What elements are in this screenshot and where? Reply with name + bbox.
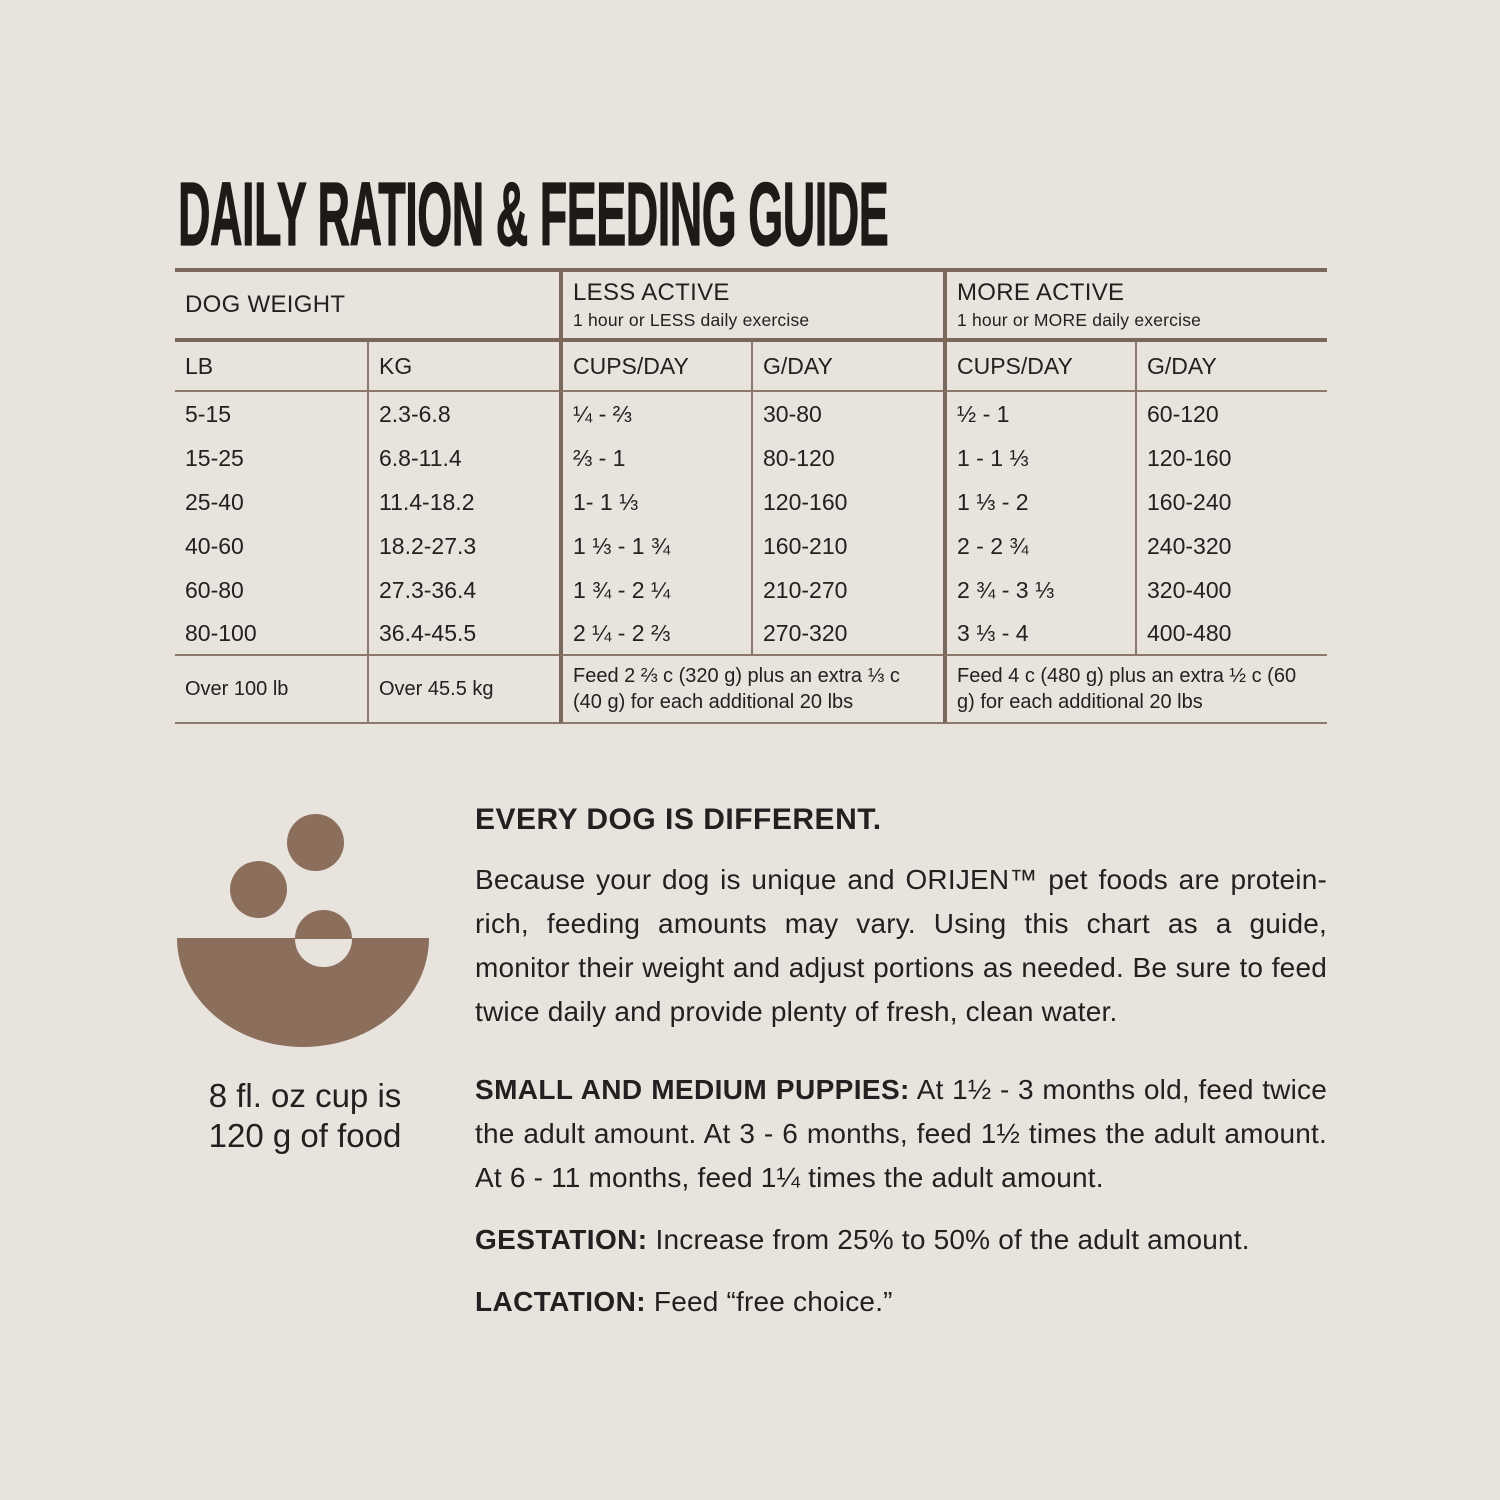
kibble-dot-icon bbox=[287, 814, 344, 871]
puppies-label: SMALL AND MEDIUM PUPPIES: bbox=[475, 1074, 910, 1105]
table-cell: 60-80 bbox=[185, 576, 244, 603]
table-cell: 80-100 bbox=[175, 612, 367, 656]
table-cell: 2 ¾ - 3 ⅓ bbox=[943, 568, 1135, 612]
gestation-label: GESTATION: bbox=[475, 1224, 648, 1255]
table-cell: 11.4-18.2 bbox=[367, 480, 559, 524]
table-cell: 27.3-36.4 bbox=[367, 568, 559, 612]
table-cell: 160-240 bbox=[1135, 480, 1327, 524]
table-group-less-active bbox=[559, 272, 943, 342]
group-label-more-active: MORE ACTIVE bbox=[957, 279, 1125, 306]
column-header-g-more: G/DAY bbox=[1135, 342, 1327, 392]
footer-cell-over-kg: Over 45.5 kg bbox=[367, 656, 559, 724]
table-cell: 2 ¼ - 2 ⅔ bbox=[559, 612, 751, 656]
table-cell: 120-160 bbox=[751, 480, 943, 524]
column-header-g-less: G/DAY bbox=[751, 342, 943, 392]
group-label-less-active: LESS ACTIVE bbox=[573, 279, 730, 306]
table-cell: 3 ⅓ - 4 bbox=[943, 612, 1135, 656]
table-cell: 80-120 bbox=[751, 436, 943, 480]
column-header-kg: KG bbox=[367, 342, 559, 392]
column-header-cups-more: CUPS/DAY bbox=[943, 342, 1135, 392]
table-cell: 1 ⅓ - 1 ¾ bbox=[559, 524, 751, 568]
info-heading: EVERY DOG IS DIFFERENT. bbox=[475, 803, 882, 836]
column-header-cups-less: CUPS/DAY bbox=[559, 342, 751, 392]
group-sublabel-less-active: 1 hour or LESS daily exercise bbox=[573, 310, 810, 330]
table-cell: ½ - 1 bbox=[943, 392, 1135, 436]
table-cell: 60-120 bbox=[1135, 392, 1327, 436]
table-cell: 400-480 bbox=[1135, 612, 1327, 656]
footer-cell-less-active-note: Feed 2 ⅔ c (320 g) plus an extra ⅓ c (40 g) for each additional 20 lbs bbox=[559, 656, 943, 724]
table-cell: 30-80 bbox=[751, 392, 943, 436]
table-cell: 210-270 bbox=[751, 568, 943, 612]
table-cell: 320-400 bbox=[1135, 568, 1327, 612]
table-cell: 25-40 bbox=[185, 488, 244, 515]
table-cell: 15-25 bbox=[185, 444, 244, 471]
table-cell: 120-160 bbox=[1135, 436, 1327, 480]
table-cell: 5-15 bbox=[185, 400, 232, 427]
gestation-line bbox=[475, 1218, 1327, 1262]
cup-caption-line2: 120 g of food bbox=[208, 1117, 402, 1154]
bowl-with-kibble-icon bbox=[175, 812, 435, 1047]
table-group-dog-weight bbox=[175, 272, 559, 342]
table-cell: 1 - 1 ⅓ bbox=[943, 436, 1135, 480]
table-cell: 1 ¾ - 2 ¼ bbox=[559, 568, 751, 612]
lactation-text: Feed “free choice.” bbox=[645, 1286, 893, 1317]
kibble-dot-icon bbox=[230, 861, 287, 918]
puppies-text: At 1½ - 3 months old, feed twice the adult amount. At 3 - 6 months, feed 1½ times the adult amount. At 6 - 11 months, feed 1¼ times the adult amount. bbox=[475, 1074, 1327, 1193]
table-cell: 40-60 bbox=[185, 532, 244, 559]
table-cell: 1- 1 ⅓ bbox=[559, 480, 751, 524]
page-title: DAILY RATION & FEEDING GUIDE bbox=[178, 165, 889, 265]
table-cell: ⅔ - 1 bbox=[559, 436, 751, 480]
gestation-text: Increase from 25% to 50% of the adult amount. bbox=[647, 1224, 1250, 1255]
table-cell: ¼ - ⅔ bbox=[559, 392, 751, 436]
cup-caption bbox=[175, 1076, 435, 1156]
table-cell: 240-320 bbox=[1135, 524, 1327, 568]
group-label-dog-weight: DOG WEIGHT bbox=[185, 291, 346, 318]
table-cell: 18.2-27.3 bbox=[367, 524, 559, 568]
lactation-line bbox=[475, 1280, 1327, 1324]
table-cell: 2 - 2 ¾ bbox=[943, 524, 1135, 568]
puppies-paragraph bbox=[475, 1068, 1327, 1200]
table-cell: 160-210 bbox=[751, 524, 943, 568]
table-cell: 2.3-6.8 bbox=[367, 392, 559, 436]
group-sublabel-more-active: 1 hour or MORE daily exercise bbox=[957, 310, 1202, 330]
table-cell: 36.4-45.5 bbox=[367, 612, 559, 656]
kibble-dot-on-rim-icon bbox=[295, 910, 352, 967]
table-group-more-active bbox=[943, 272, 1327, 342]
footer-cell-over-lb: Over 100 lb bbox=[175, 656, 367, 724]
table-cell: 6.8-11.4 bbox=[367, 436, 559, 480]
info-paragraph: Because your dog is unique and ORIJEN™ pet foods are protein-rich, feeding amounts may vary. Using this chart as a guide, monitor their weight and adjust portions as needed. Be sure to feed twice daily and provide plenty of fresh, clean water. bbox=[475, 864, 1327, 1027]
table-cell: 270-320 bbox=[751, 612, 943, 656]
cup-note bbox=[175, 812, 435, 1152]
info-column bbox=[475, 800, 1327, 1324]
table-cell: 1 ⅓ - 2 bbox=[943, 480, 1135, 524]
cup-caption-line1: 8 fl. oz cup is bbox=[208, 1077, 402, 1114]
footer-cell-more-active-note: Feed 4 c (480 g) plus an extra ½ c (60 g) for each additional 20 lbs bbox=[943, 656, 1327, 724]
feeding-table bbox=[175, 268, 1327, 724]
lactation-label: LACTATION: bbox=[475, 1286, 646, 1317]
column-header-lb: LB bbox=[175, 342, 367, 392]
